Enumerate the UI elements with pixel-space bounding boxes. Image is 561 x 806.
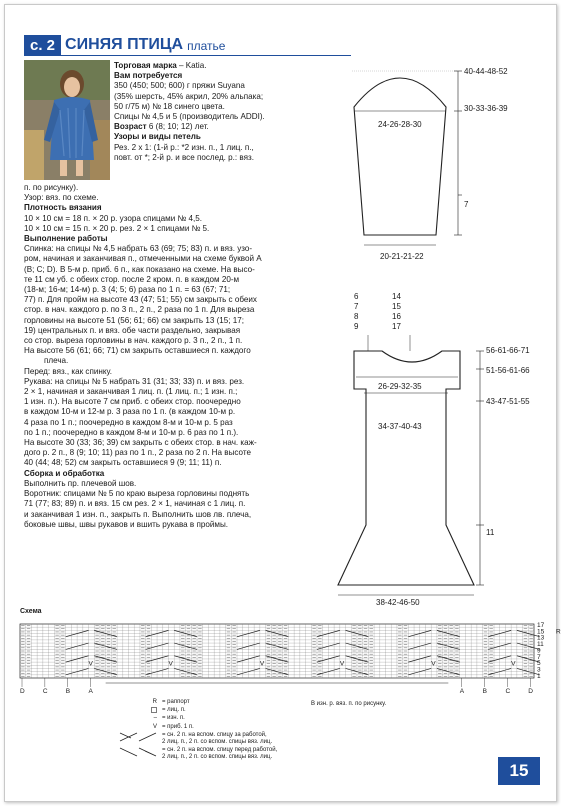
legend-text: = изн. п.	[162, 715, 185, 722]
back-line: (В; С; D). В 5-м р. приб. 6 п., как показано на схеме. На высо-	[24, 264, 255, 274]
back-line: стор. в нач. каждого р. по 3 п., 2 п., 2 раза по 1 п. Для выреза	[24, 305, 255, 315]
back-line: со стор. выреза горловины в нач. каждого р. 3 п., 2 п., 1 п.	[24, 336, 243, 346]
needs-title: Вам потребуется	[114, 71, 183, 81]
neck-width-label: 14	[392, 292, 401, 301]
increase-mark: V	[259, 660, 265, 668]
legend-text: = раппорт	[162, 699, 190, 705]
row-number-label: 15	[537, 628, 545, 636]
sleeve-line: в каждом 10-м и 12-м р. 3 раза по 1 п. (в каждом 10-м р.	[24, 407, 236, 417]
instructions-block	[24, 183, 349, 530]
knit-stitch-icon	[118, 707, 162, 713]
legend-row	[118, 747, 277, 761]
gauge-line: 10 × 10 см = 18 п. × 20 р. узора спицами № 4,5.	[24, 213, 202, 223]
neck-width-label: 16	[392, 312, 401, 321]
stitches-line: п. по рисунку).	[24, 183, 79, 192]
assembly-line: Выполнить пр. плечевой шов.	[24, 478, 137, 488]
sleeve-length-label: 40-44-48-52	[464, 67, 508, 76]
increase-mark: V	[431, 660, 436, 668]
legend-note: В изн. р. вяз. п. по рисунку.	[311, 701, 387, 707]
hem-height-label: 11	[486, 528, 495, 537]
gauge-line: 10 × 10 см = 15 п. × 20 р. рез. 2 × 1 спицами № 5.	[24, 223, 210, 233]
cable-front-icon	[118, 747, 162, 757]
assembly-line: и заканчивая 1 изн. п., закрыть п. Выполнить шов лв. плеча,	[24, 509, 252, 519]
needs-line: (35% шерсть, 45% акрил, 20% альпака;	[114, 91, 264, 101]
legend-row	[118, 715, 277, 722]
row-number-label: 11	[537, 641, 544, 649]
back-line: (18-м; 16-м; 14-м) р. 3 (4; 5; 6) раза по 1 п. = 63 (67; 71;	[24, 285, 231, 295]
sleeve-line: дого р. 2 п., 8 (9; 10; 11) раз по 1 п., 2 раза по 2 п. На высоте	[24, 448, 251, 458]
stitches-title: Узоры и виды петель	[114, 132, 201, 142]
legend-text: = приб. 1 п.	[162, 723, 194, 730]
sleeve-line: 2 × 1, начиная и заканчивая 1 лиц. п. (1 лиц. п.; 1 изн. п.;	[24, 387, 238, 397]
increase-mark: V	[168, 660, 173, 668]
sleeve-line: Рукава: на спицы № 5 набрать 31 (31; 33; 33) п. и вяз. рез.	[24, 376, 245, 386]
page-number: 15	[498, 757, 540, 785]
page-title: СИНЯЯ ПТИЦА	[65, 36, 184, 53]
legend-row	[118, 699, 277, 706]
neck-width-label: 17	[392, 322, 401, 331]
assembly-title: Сборка и обработка	[24, 468, 105, 478]
row-number-label: 5	[537, 660, 541, 668]
sleeve-schematic	[352, 67, 508, 261]
hem-width-label: 38-42-46-50	[376, 598, 420, 607]
sleeve-line: 1 изн. п.). На высоте 7 см приб. с обеих стор. поочередно	[24, 397, 241, 407]
girl-in-blue-dress-photo	[24, 60, 110, 180]
stitches-line: Рез. 2 х 1: (1-й р.: *2 изн. п., 1 лиц. п.,	[114, 142, 254, 152]
needs-line: Спицы № 4,5 и 5 (производитель ADDI).	[114, 112, 265, 122]
increase-mark: V	[88, 660, 93, 668]
neck-depth-label: 8	[354, 312, 359, 321]
chart-title: Схема	[20, 608, 42, 615]
row-number-label: 3	[537, 666, 541, 674]
needs-line: 50 г/75 м) № 18 синего цвета.	[114, 101, 225, 111]
gauge-title: Плотность вязания	[24, 203, 102, 213]
increase-mark: V	[339, 660, 345, 668]
row-number-label: 13	[537, 634, 545, 642]
cuff-height-label: 7	[464, 200, 469, 209]
stitches-line: Узор: вяз. по схеме.	[24, 193, 99, 203]
back-line: Спинка: на спицы № 4,5 набрать 63 (69; 75; 83) п. и вяз. узо-	[24, 244, 253, 254]
brand-label: Торговая марка	[114, 61, 177, 70]
shoulder-width-label: 26-29-32-35	[378, 382, 422, 391]
needs-line: 350 (450; 500; 600) г пряжи Suyana	[114, 81, 245, 91]
work-title: Выполнение работы	[24, 234, 108, 244]
chest-width-label: 34-37-40-43	[378, 422, 422, 431]
back-line: горловины на высоте 51 (56; 61; 66) см закрыть 13 (15; 17;	[24, 315, 245, 325]
age-label: Возраст	[114, 122, 147, 132]
column-letter-label: D	[20, 688, 25, 695]
garment-schematic	[340, 55, 560, 615]
chart-legend	[118, 699, 277, 763]
back-line: те 11 см уб. с обеих стор. после 2 кром. п. в каждом 20-м	[24, 274, 240, 284]
sleeve-line: На высоте 30 (33; 36; 39) см закрыть с обеих стор. в нач. каж-	[24, 438, 257, 448]
column-letter-label: C	[505, 688, 511, 695]
legend-row	[118, 732, 277, 746]
row-number-label: 17	[537, 622, 545, 630]
materials-block	[114, 61, 344, 163]
assembly-line: Воротник: спицами № 5 по краю выреза горловины поднять	[24, 489, 250, 499]
column-letter-label: B	[65, 688, 71, 695]
assembly-line: боковые швы, швы рукавов и вшить рукава в проймы.	[24, 519, 229, 529]
back-line: плеча.	[44, 356, 69, 366]
neck-height-label: 51-56-61-66	[486, 366, 530, 375]
sleeve-line: по 1 п.; поочередно в каждом 8-м и 10-м р. 6 раз по 1 п.).	[24, 427, 239, 437]
sleeve-width-label: 24-26-28-30	[378, 120, 422, 129]
legend-text: = лиц. п.	[162, 707, 186, 714]
cable-back-icon	[118, 732, 162, 742]
stitches-line: повт. от *; 2-й р. и все послед. р.: вяз.	[114, 152, 254, 162]
legend-text: = сн. 2 п. на вспом. спицу перед работой, 2 лиц. п., 2 п. со вспом. спицы вяз. лиц.	[162, 747, 278, 761]
legend-text: = сн. 2 п. на вспом. спицу за работой, 2 лиц. п., 2 п. со вспом. спицы вяз. лиц.	[162, 731, 273, 746]
column-letter-label: A	[88, 688, 93, 695]
sleeve-cap-height-label: 30-33-36-39	[464, 104, 508, 113]
back-line: 19) центральных п. и вяз. обе части раздельно, закрывая	[24, 325, 241, 335]
row-number-label: 1	[537, 672, 541, 680]
legend-row	[118, 724, 277, 731]
back-line: 77) п. Для пройм на высоте 43 (47; 51; 55) см закрыть с обеих	[24, 295, 257, 305]
neck-depth-label: 9	[354, 322, 359, 331]
row-number-label: 7	[537, 653, 541, 661]
legend-symbol: –	[153, 715, 157, 722]
column-letter-label: A	[459, 688, 465, 695]
cuff-width-label: 20-21-21-22	[380, 252, 424, 261]
neck-depth-label: 7	[354, 302, 359, 311]
row-number-label: 9	[537, 647, 541, 655]
legend-row	[118, 707, 277, 714]
column-letter-label: D	[528, 688, 533, 695]
page-subtitle: платье	[187, 39, 226, 53]
front-line: Перед: вяз., как спинку.	[24, 366, 112, 376]
increase-mark: V	[511, 660, 516, 668]
brand-value: – Katia.	[176, 61, 207, 70]
legend-symbol: R	[152, 699, 157, 705]
neck-depth-label: 6	[354, 292, 359, 301]
total-length-label: 56-61-66-71	[486, 346, 530, 355]
legend-symbol: V	[152, 723, 157, 730]
neck-width-label: 15	[392, 302, 401, 311]
header-rule	[24, 55, 351, 56]
sleeve-line: 4 раза по 1 п.; поочередно в каждом 8-м и 10-м р. 5 раз	[24, 417, 233, 427]
sleeve-line: 40 (44; 48; 52) см закрыть оставшиеся 9 (9; 11; 11) п.	[24, 458, 222, 468]
body-schematic	[338, 292, 530, 607]
age-value: 6 (8; 10; 12) лет.	[146, 122, 209, 132]
armhole-height-label: 43-47-51-55	[486, 397, 530, 406]
column-letter-label: C	[42, 688, 48, 695]
back-line: ром, начиная и заканчивая п., отмеченными на схеме буквой А	[24, 254, 262, 264]
repeat-label: R	[556, 628, 561, 636]
page-header	[24, 35, 225, 55]
knitting-chart	[12, 620, 561, 700]
column-letter-label: B	[482, 688, 487, 695]
section-badge: с. 2	[24, 35, 61, 55]
assembly-line: 71 (77; 83; 89) п. и вяз. 15 см рез. 2 × 1, начиная с 1 лиц. п.	[24, 499, 246, 509]
back-line: На высоте 56 (61; 66; 71) см закрыть оставшиеся п. каждого	[24, 346, 251, 356]
